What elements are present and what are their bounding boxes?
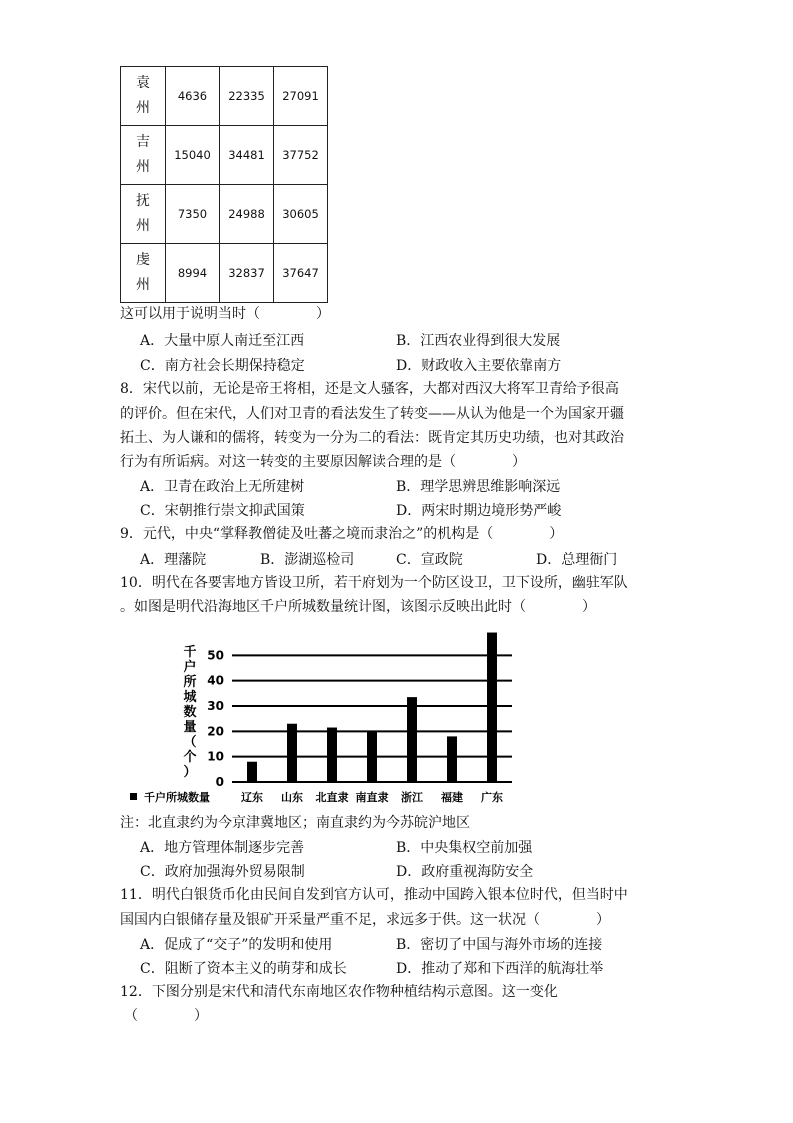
y-tick-label: 40 bbox=[207, 673, 224, 688]
q8-line-1: 8．宋代以前，无论是帝王将相，还是文人骚客，大都对西汉大将军卫青给予很高 bbox=[120, 381, 619, 397]
q11-option-a[interactable]: A．促成了“交子”的发明和使用 bbox=[140, 937, 333, 953]
population-table bbox=[120, 66, 328, 303]
value-cell: 27091 bbox=[274, 67, 328, 126]
y-tick-label: 10 bbox=[207, 749, 224, 764]
q11-line-1: 11．明代白银货币化由民间自发到官方认可，推动中国跨入银本位时代，但当时中 bbox=[120, 887, 628, 903]
y-axis-label-char: 量 bbox=[183, 720, 197, 735]
value-cell: 32837 bbox=[220, 244, 274, 303]
bar bbox=[287, 724, 297, 782]
y-tick-label: 0 bbox=[215, 775, 224, 789]
value-cell: 34481 bbox=[220, 126, 274, 185]
value-cell: 24988 bbox=[220, 185, 274, 244]
q8-option-b[interactable]: B．理学思辨思维影响深远 bbox=[396, 479, 561, 495]
prefecture-name-cell bbox=[121, 126, 166, 185]
value-cell: 30605 bbox=[274, 185, 328, 244]
y-axis-label-char: （ bbox=[183, 735, 197, 750]
q9-option-b[interactable]: B．澎湖巡检司 bbox=[260, 552, 355, 568]
q8-line-2: 的评价。但在宋代，人们对卫青的看法发生了转变——从认为他是一个为国家开疆 bbox=[120, 406, 624, 422]
prefecture-name-char: 州 bbox=[136, 218, 150, 234]
value-cell: 37647 bbox=[274, 244, 328, 303]
bar bbox=[487, 633, 497, 782]
prefecture-name-char: 吉 bbox=[136, 134, 150, 150]
q7-option-a[interactable]: A．大量中原人南迁至江西 bbox=[140, 333, 305, 349]
x-tick-label: 南直隶 bbox=[355, 791, 389, 804]
q10-option-a[interactable]: A．地方管理体制逐步完善 bbox=[140, 840, 305, 856]
x-tick-label: 北直隶 bbox=[315, 791, 349, 804]
prefecture-name-cell bbox=[121, 244, 166, 303]
prefecture-name-char: 虔 bbox=[136, 252, 150, 268]
prefecture-name-cell bbox=[121, 185, 166, 244]
q7-option-c[interactable]: C．南方社会长期保持稳定 bbox=[140, 358, 305, 374]
bar bbox=[407, 697, 417, 782]
q10-option-c[interactable]: C．政府加强海外贸易限制 bbox=[140, 864, 305, 880]
q10-option-b[interactable]: B．中央集权空前加强 bbox=[396, 840, 533, 856]
chart-legend bbox=[130, 790, 210, 804]
x-tick-label: 山东 bbox=[281, 791, 303, 804]
q10-line-2: 。如图是明代沿海地区千户所城数量统计图，该图示反映出此时（ ） bbox=[120, 599, 596, 615]
value-cell: 22335 bbox=[220, 67, 274, 126]
q11-option-b[interactable]: B．密切了中国与海外市场的连接 bbox=[396, 937, 603, 953]
prefecture-name-char: 抚 bbox=[136, 193, 150, 209]
y-axis-label-char: 千 bbox=[183, 645, 197, 660]
q12-line-2: （ ） bbox=[124, 1008, 208, 1024]
q9-option-d[interactable]: D．总理衙门 bbox=[536, 552, 618, 568]
legend-swatch bbox=[130, 793, 137, 800]
value-cell: 7350 bbox=[166, 185, 220, 244]
prefecture-name-char: 州 bbox=[136, 159, 150, 175]
q11-line-2: 国国内白银储存量及银矿开采量严重不足，求远多于供。这一状况（ ） bbox=[120, 912, 610, 928]
table-row bbox=[121, 126, 328, 185]
q8-line-3: 拓土、为人谦和的儒将，转变为一分为二的看法：既肯定其历史功绩，也对其政治 bbox=[120, 430, 624, 446]
x-tick-label: 福建 bbox=[441, 791, 463, 804]
chart-y-axis-label bbox=[183, 644, 197, 780]
x-tick-label: 浙江 bbox=[401, 791, 423, 804]
q9-stem: 9．元代，中央“掌释教僧徒及吐蕃之境而隶治之”的机构是（ ） bbox=[120, 526, 564, 542]
chart-x-labels bbox=[241, 790, 503, 804]
y-axis-label-char: 个 bbox=[183, 750, 197, 765]
q7-stem: 这可以用于说明当时（ ） bbox=[120, 306, 330, 322]
bar bbox=[367, 731, 377, 782]
q11-option-d[interactable]: D．推动了郑和下西洋的航海壮举 bbox=[396, 961, 604, 977]
q8-option-d[interactable]: D．两宋时期边境形势严峻 bbox=[396, 503, 562, 519]
q8-option-a[interactable]: A．卫青在政治上无所建树 bbox=[140, 479, 305, 495]
y-tick-label: 50 bbox=[207, 648, 224, 663]
q9-option-a[interactable]: A．理藩院 bbox=[140, 552, 207, 568]
q7-option-b[interactable]: B．江西农业得到很大发展 bbox=[396, 333, 561, 349]
q8-line-4: 行为有所诟病。对这一转变的主要原因解读合理的是（ ） bbox=[120, 454, 526, 470]
q10-line-1: 10．明代在各要害地方皆设卫所，若干府划为一个防区设卫，卫下设所，幽驻军队 bbox=[120, 575, 628, 591]
bar bbox=[327, 728, 337, 782]
legend-label: 千户所城数量 bbox=[144, 791, 210, 804]
q7-option-d[interactable]: D．财政收入主要依靠南方 bbox=[396, 358, 562, 374]
prefecture-name-char: 袁 bbox=[136, 75, 150, 91]
y-axis-label-char: 数 bbox=[183, 705, 197, 720]
y-tick-label: 20 bbox=[207, 724, 224, 739]
q8-option-c[interactable]: C．宋朝推行崇文抑武国策 bbox=[140, 503, 305, 519]
q9-option-c[interactable]: C．宣政院 bbox=[396, 552, 463, 568]
chart-y-ticks bbox=[207, 648, 224, 789]
bar bbox=[447, 736, 457, 782]
y-axis-label-char: 户 bbox=[183, 660, 197, 675]
table-row bbox=[121, 185, 328, 244]
fortress-count-bar-chart bbox=[120, 622, 540, 812]
table-row bbox=[121, 244, 328, 303]
q11-option-c[interactable]: C．阻断了资本主义的萌芽和成长 bbox=[140, 961, 347, 977]
q10-note: 注：北直隶约为今京津冀地区；南直隶约为今苏皖沪地区 bbox=[120, 815, 470, 831]
prefecture-name-char: 州 bbox=[136, 100, 150, 116]
y-axis-label-char: 所 bbox=[183, 675, 197, 690]
y-tick-label: 30 bbox=[207, 699, 224, 713]
x-tick-label: 广东 bbox=[481, 791, 503, 804]
y-axis-label-char: ） bbox=[183, 765, 197, 780]
prefecture-name-cell bbox=[121, 67, 166, 126]
q12-line-1: 12．下图分别是宋代和清代东南地区农作物种植结构示意图。这一变化 bbox=[120, 984, 558, 1000]
q10-option-d[interactable]: D．政府重视海防安全 bbox=[396, 864, 534, 880]
prefecture-name-char: 州 bbox=[136, 277, 150, 293]
table-row bbox=[121, 67, 328, 126]
value-cell: 37752 bbox=[274, 126, 328, 185]
x-tick-label: 辽东 bbox=[241, 791, 263, 804]
value-cell: 8994 bbox=[166, 244, 220, 303]
value-cell: 15040 bbox=[166, 126, 220, 185]
bar bbox=[247, 762, 257, 782]
value-cell: 4636 bbox=[166, 67, 220, 126]
y-axis-label-char: 城 bbox=[183, 690, 197, 705]
